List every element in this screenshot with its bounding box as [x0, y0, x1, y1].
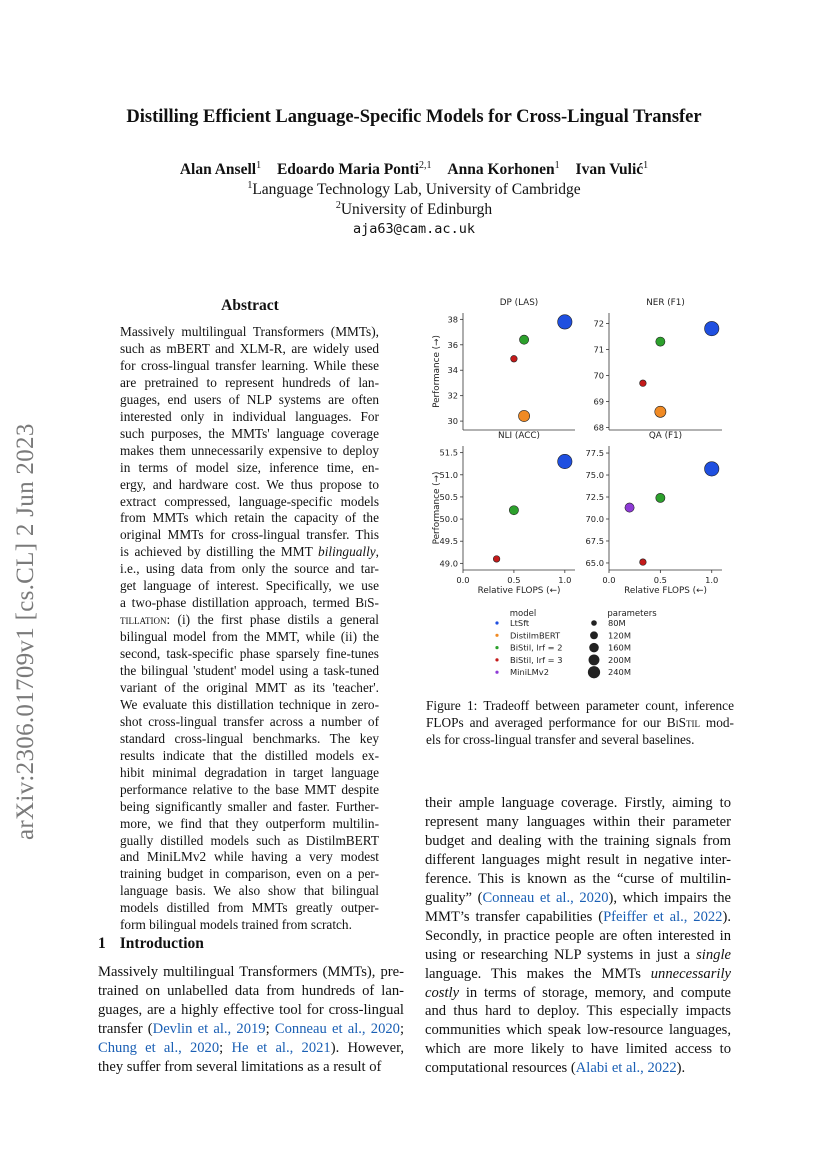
text-span: trained on unlabelled data from hundreds of lan-	[98, 982, 404, 999]
abstract-line: a two-phase distillation approach, termed BiS-	[120, 595, 379, 611]
data-point	[625, 503, 634, 512]
abstract-line: We evaluate this distillation technique in zero-	[120, 696, 379, 712]
abstract-line: extract compressed, language-specific models	[120, 493, 379, 509]
abstract-line: is achieved by distilling the MMT bilingually,	[120, 544, 379, 560]
body-text-line	[425, 1002, 731, 1021]
body-text-line	[425, 908, 731, 927]
citation-link[interactable]: Devlin et al., 2019	[152, 1020, 266, 1037]
arxiv-identifier: arXiv:2306.01709v1 [cs.CL] 2 Jun 2023	[12, 423, 39, 840]
body-text-line	[98, 982, 404, 1001]
abstract-line: interested only in individual languages. For	[120, 408, 379, 424]
text-span: using or researching NLP systems in just a single	[425, 946, 731, 963]
text-span: ference. This is known as the “curse of multilin-	[425, 870, 731, 887]
abstract-line: guages, end users of NLP systems are often	[120, 391, 379, 407]
text-span: and thus hard to deploy. This especially impacts	[425, 1003, 731, 1020]
text-span: different languages might result in negative inter-	[425, 851, 731, 868]
body-text-line	[425, 1040, 731, 1059]
y-tick-label: 67.5	[585, 535, 604, 546]
x-tick-label: 0.0	[602, 575, 616, 585]
text-span: budget and dealing with the training signals from	[425, 832, 731, 849]
body-text-line	[425, 851, 731, 870]
abstract-line: ergy, and hardware cost. We thus propose to	[120, 476, 379, 492]
text-span: guages, are a highly effective tool for cross-lingual	[98, 1001, 404, 1018]
legend-label: LtSft	[510, 618, 530, 628]
body-text-line	[98, 1020, 404, 1039]
affiliation: $^2$University of Edinburgh	[335, 200, 493, 219]
legend-label: 80M	[608, 618, 626, 628]
abstract-line: variant of the original MMT as its 'teacher'.	[120, 679, 379, 695]
legend-swatch	[495, 671, 498, 674]
y-tick-label: 49.0	[439, 558, 458, 569]
abstract-line: standard cross-lingual benchmarks. The key	[120, 730, 379, 746]
legend-label: 240M	[608, 667, 631, 678]
author-list	[0, 160, 828, 179]
x-axis-label: Relative FLOPS (←)	[477, 586, 561, 596]
y-tick-label: 51.5	[439, 447, 458, 458]
legend-size-marker	[591, 620, 597, 626]
abstract-line: makes them unnecessarily expensive to deploy	[120, 442, 379, 458]
panel-title: NLI (ACC)	[498, 431, 540, 441]
y-tick-label: 50.5	[439, 491, 458, 502]
abstract-line: and MiniLMv2 while having a very modest	[120, 849, 379, 865]
legend-label: BiStil, lrf = 3	[510, 654, 563, 665]
data-point	[511, 355, 518, 362]
data-point	[655, 406, 666, 417]
y-tick-label: 30	[447, 416, 458, 427]
y-tick-label: 34	[447, 365, 458, 376]
text-span: costly in terms of storage, memory, and compute	[425, 984, 731, 1001]
y-tick-label: 71	[593, 344, 604, 355]
author: Ivan Vulić$^1$	[575, 160, 649, 179]
citation-link[interactable]: Pfeiffer et al., 2022	[603, 908, 723, 925]
x-tick-label: 1.0	[558, 575, 572, 585]
abstract-line: from MMTs which retain the capacity of the	[120, 510, 379, 526]
caption-line: FLOPs and averaged performance for our BiStil mod-	[426, 715, 734, 730]
legend-swatch	[495, 634, 498, 637]
y-tick-label: 69	[593, 396, 604, 407]
text-span: ;	[399, 1020, 405, 1037]
y-tick-label: 72.5	[585, 492, 604, 503]
panel-title: NER (F1)	[646, 298, 685, 308]
text-span: language. This makes the MMTs unnecessarily	[425, 965, 731, 982]
data-point	[558, 454, 572, 468]
data-point	[518, 410, 529, 421]
data-point	[640, 380, 647, 387]
body-text-line	[425, 927, 731, 946]
abstract-line: for cross-lingual transfer learning. While these	[120, 357, 379, 373]
abstract-line: the bilingual 'student' model using a task-tuned	[120, 663, 379, 678]
abstract-line: such as mBERT and XLM-R, are widely used	[120, 340, 379, 356]
data-point	[519, 335, 528, 344]
data-point	[656, 493, 665, 502]
legend-label: 200M	[608, 654, 631, 665]
author: Edoardo Maria Ponti$^{2,1}$	[276, 160, 432, 179]
text-span: ;	[265, 1020, 275, 1037]
citation-link[interactable]: Alabi et al., 2022	[575, 1060, 677, 1077]
text-span: which are more likely to have limited access to	[425, 1041, 731, 1058]
legend-title: parameters	[607, 609, 657, 619]
abstract-line: results indicate that the distilled models ex-	[120, 747, 379, 763]
abstract-line: more, we find that they outperform multilin-	[120, 815, 379, 831]
legend-title: model	[509, 609, 537, 619]
affiliation: $^1$Language Technology Lab, University of Cambridge	[247, 180, 581, 199]
abstract-line: second, task-specific phase sparsely fine-tunes	[120, 646, 379, 662]
x-tick-label: 0.0	[456, 575, 470, 585]
x-tick-label: 0.5	[507, 575, 521, 585]
abstract-line: hibit minimal degradation in target language	[120, 764, 379, 780]
body-text-line	[425, 832, 731, 851]
text-span: ).	[676, 1060, 686, 1077]
body-text-line	[98, 963, 404, 982]
body-text-line	[98, 1058, 404, 1077]
legend-size-marker	[588, 666, 600, 678]
chart-panel	[432, 298, 575, 430]
y-axis-label: Performance (→)	[432, 471, 442, 545]
y-tick-label: 36	[447, 339, 458, 350]
abstract-line: original MMTs for cross-lingual transfer. This	[120, 527, 379, 543]
text-span: transfer (	[98, 1020, 153, 1037]
data-point	[705, 462, 719, 476]
y-tick-label: 65.0	[585, 557, 604, 568]
body-text-line	[425, 1059, 731, 1078]
section-heading: 1 Introduction	[98, 935, 204, 952]
chart-panel	[586, 431, 722, 596]
chart-panel	[432, 431, 575, 596]
body-text-line	[98, 1001, 404, 1020]
citation-link[interactable]: Conneau et al., 2020	[482, 889, 609, 906]
y-axis-label: Performance (→)	[432, 335, 442, 408]
abstract-line: get language of interest. Specifically, we use	[120, 578, 379, 594]
y-tick-label: 49.5	[439, 536, 458, 547]
y-tick-label: 70	[593, 370, 604, 381]
y-tick-label: 50.0	[439, 514, 458, 525]
text-span: Massively multilingual Transformers (MMTs), pre-	[98, 964, 404, 980]
text-span: represent many languages within their parameter	[425, 813, 731, 830]
y-tick-label: 51.0	[439, 469, 458, 480]
panel-title: QA (F1)	[648, 431, 683, 441]
abstract-line: in terms of model size, inference time, en-	[120, 459, 379, 475]
body-text-line	[425, 813, 731, 832]
data-point	[656, 337, 665, 346]
citation-link[interactable]: Chung et al., 2020	[98, 1039, 220, 1056]
text-span: their ample language coverage. Firstly, aiming to	[425, 795, 731, 811]
author: Anna Korhonen$^1$	[447, 160, 560, 179]
legend-swatch	[495, 658, 498, 661]
text-span: ), which impairs the	[608, 889, 731, 906]
x-tick-label: 1.0	[705, 575, 719, 585]
data-point	[640, 559, 647, 566]
author: Alan Ansell$^1$	[179, 160, 262, 179]
text-span: ;	[219, 1039, 232, 1056]
body-text-line	[425, 1021, 731, 1040]
legend-label: MiniLMv2	[510, 667, 549, 678]
legend-label: BiStil, lrf = 2	[510, 642, 563, 653]
text-span: communities which speak low-resource languages,	[425, 1022, 731, 1039]
text-span: MMT’s transfer capabilities (	[425, 908, 604, 925]
legend-label: 120M	[608, 630, 631, 641]
body-text-line	[98, 1039, 404, 1058]
body-text-line	[425, 870, 731, 889]
y-tick-label: 38	[447, 314, 458, 325]
abstract-line: being significantly smaller and faster. Further-	[120, 798, 379, 814]
author-email[interactable]: aja63@cam.ac.uk	[353, 221, 475, 237]
body-text-line	[425, 794, 731, 813]
data-point	[558, 315, 572, 329]
x-axis-label: Relative FLOPS (←)	[624, 586, 707, 596]
data-point	[705, 321, 719, 335]
legend-size-marker	[589, 643, 599, 653]
figure-caption	[426, 697, 734, 748]
text-span: Secondly, in practice people are often interested in	[425, 927, 731, 944]
body-text-line	[425, 984, 731, 1003]
abstract-line: such purposes, the MMTs' language coverage	[120, 425, 379, 441]
data-point	[509, 506, 518, 515]
citation-link[interactable]: He et al., 2021	[231, 1039, 331, 1056]
paper-title: Distilling Efficient Language-Specific Models for Cross-Lingual Transfer	[126, 107, 702, 127]
abstract-line: gually distilled models such as DistilmBERT	[120, 832, 379, 848]
y-tick-label: 68	[593, 422, 604, 433]
abstract-line: tillation: (i) the first phase distils a general	[120, 612, 379, 628]
body-text-line	[425, 946, 731, 965]
text-span: computational resources (	[425, 1060, 576, 1077]
abstract-line: i.e., using data from only the source and tar-	[120, 561, 379, 577]
abstract-line: performance relative to the base MMT despite	[120, 781, 379, 797]
abstract-line: shot cross-lingual transfer across a number of	[120, 713, 379, 729]
panel-title: DP (LAS)	[499, 298, 539, 308]
text-span: ). However,	[330, 1039, 405, 1056]
chart-legend	[495, 609, 657, 678]
chart-panel	[593, 298, 722, 432]
legend-size-marker	[590, 631, 598, 639]
abstract-line: language basis. We also show that bilingual	[120, 883, 379, 899]
text-span: ).	[722, 908, 731, 925]
text-span: guality” (	[425, 889, 483, 906]
legend-swatch	[495, 646, 498, 649]
citation-link[interactable]: Conneau et al., 2020	[274, 1020, 400, 1037]
abstract-line: are pretrained to represent hundreds of lan-	[120, 374, 379, 390]
legend-swatch	[495, 621, 498, 624]
abstract-line: bilingual model from the MMT, while (ii) the	[120, 629, 379, 645]
abstract-line: training budget in comparison, even on a per-	[120, 866, 379, 882]
body-text-line	[425, 889, 731, 908]
data-point	[493, 556, 500, 563]
y-tick-label: 32	[447, 390, 458, 401]
abstract-line: Massively multilingual Transformers (MMTs),	[120, 324, 379, 339]
y-tick-label: 75.0	[585, 470, 604, 481]
x-tick-label: 0.5	[653, 575, 667, 585]
y-tick-label: 77.5	[585, 448, 604, 459]
abstract-line: models distilled from MMTs greatly outper-	[120, 900, 379, 916]
abstract-heading: Abstract	[221, 297, 279, 314]
y-tick-label: 72	[593, 318, 604, 329]
caption-line: Figure 1: Tradeoff between parameter count, inference	[426, 698, 734, 713]
figure-1-chart	[420, 292, 740, 688]
abstract-line: form bilingual models trained from scratch.	[120, 917, 352, 933]
legend-label: DistilmBERT	[510, 630, 561, 641]
y-tick-label: 70.0	[585, 513, 604, 524]
legend-label: 160M	[608, 642, 631, 653]
body-text-line	[425, 965, 731, 984]
caption-line: els for cross-lingual transfer and several baselines.	[426, 732, 695, 747]
legend-size-marker	[589, 654, 600, 665]
text-span: they suffer from several limitations as a result of	[98, 1058, 382, 1075]
